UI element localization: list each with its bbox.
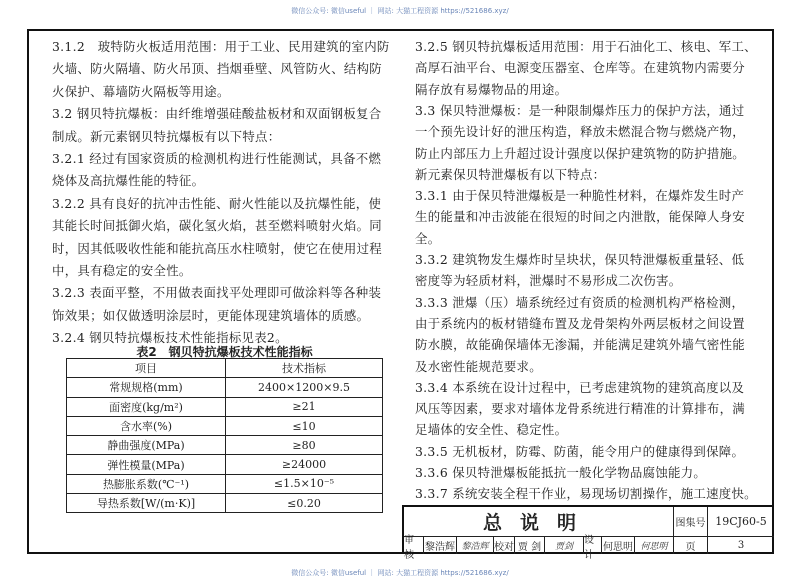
text-line: 3.2.1 经过有国家资质的检测机构进行性能测试，具备不燃 [52, 151, 382, 166]
text-line: 新元素保贝特泄爆板有以下特点： [415, 166, 606, 182]
item-name: 弹性模量(MPa) [67, 455, 226, 474]
item-name: 面密度(kg/m²) [67, 397, 226, 416]
item-name: 含水率(%) [67, 416, 226, 435]
design-label: 设计 [584, 537, 602, 554]
text-line: 3.3 保贝特泄爆板：是一种限制爆炸压力的保护方法，通过 [415, 102, 745, 118]
text-line: 3.3.7 系统安装全程干作业，易现场切割操作，施工速度快。 [415, 486, 757, 502]
text-line: 防水膜，故能确保墙体无渗漏，并能满足建筑外墙气密性能 [415, 337, 745, 353]
item-name: 常规规格(mm) [67, 378, 226, 397]
text-line: 3.2.4 钢贝特抗爆板技术性能指标见表2。 [52, 330, 288, 346]
table-row [67, 397, 383, 416]
table-row [67, 416, 383, 435]
spec-value: ≥80 [226, 436, 383, 455]
spec-value: ≤0.20 [226, 494, 383, 513]
text-line: 3.3.5 无机板材，防霉、防菌，能令用户的健康得到保障。 [415, 443, 745, 459]
performance-table [66, 358, 383, 513]
text-line: 一个预先设计好的泄压构造，释放未燃混合物与燃烧产物， [415, 124, 745, 140]
text-line: 3.3.3 泄爆（压）墙系统经过有资质的检测机构严格检测， [415, 294, 745, 310]
table-header-row [67, 359, 383, 378]
text-line: 隔存放有易爆物品的用途。 [415, 81, 568, 97]
atlas-number: 19CJ60-5 [708, 507, 774, 537]
reviewer-signature: 黎浩辉 [457, 537, 494, 554]
text-line: 高厚石油平台、电源变压器室、仓库等。在建筑物内需要分 [415, 60, 745, 76]
item-name: 导热系数[W/(m·K)] [67, 494, 226, 513]
text-line: 火墙、防火隔墙、防火吊顶、挡烟垂壁、风管防火、结构防 [52, 61, 382, 77]
text-line: 3.3.2 建筑物发生爆炸时呈块状，保贝特泄爆板重量轻、低 [415, 252, 745, 267]
designer-signature: 何思明 [635, 537, 674, 554]
text-line: 其能长时间抵御火焰，碳化氢火焰，甚至燃料喷射火焰。同 [52, 218, 382, 234]
spec-value: ≤1.5×10⁻⁵ [226, 474, 383, 493]
item-name: 静曲强度(MPa) [67, 436, 226, 455]
spec-value: ≥21 [226, 397, 383, 416]
header-spec: 技术指标 [226, 359, 383, 378]
text-line: 3.2.5 钢贝特抗爆板适用范围：用于石油化工、核电、军工、 [415, 39, 757, 54]
text-line: 3.1.2 玻特防火板适用范围：用于工业、民用建筑的室内防 [52, 39, 390, 54]
item-name: 热膨胀系数(℃⁻¹) [67, 474, 226, 493]
text-line: 火保护、幕墙防火隔板等用途。 [52, 83, 230, 99]
text-line: 3.3.4 本系统在设计过程中，已考虑建筑物的建筑高度以及 [415, 379, 745, 395]
watermark-top: 微信公众号: 微信useful ｜ 网站: 大猫工程资源 https://521686.xyz/ [291, 7, 509, 15]
page-number: 3 [737, 540, 745, 551]
review-label: 审核 [404, 537, 424, 554]
text-line: 全。 [415, 230, 441, 246]
text-line: 3.3.6 保贝特泄爆板能抵抗一般化学物品腐蚀能力。 [415, 465, 707, 480]
designer-name: 何思明 [602, 537, 635, 554]
text-line: 密度等为轻质材料，泄爆时不易形成二次伤害。 [415, 273, 682, 289]
spec-value: ≤10 [226, 416, 383, 435]
table-row [67, 436, 383, 455]
text-line: 由于系统内的板材错缝布置及龙骨架构外两层板材之间设置 [415, 315, 745, 331]
text-line: 3.2.3 表面平整，不用做表面找平处理即可做涂料等各种装 [52, 285, 382, 301]
page-label: 页 [674, 537, 708, 554]
watermark-bottom: 微信公众号: 微信useful ｜ 网站: 大猫工程资源 https://521686.xyz/ [291, 569, 509, 577]
table-title: 表2 钢贝特抗爆板技术性能指标 [136, 345, 313, 359]
text-line: 饰效果；如仅做透明涂层时，更能体现建筑墙体的质感。 [52, 307, 370, 323]
checker-signature: 贾剑 [545, 537, 584, 554]
text-line: 中，具有稳定的安全性。 [52, 263, 192, 278]
text-line: 足墙体的安全性、稳定性。 [415, 422, 568, 438]
checker-name: 贾 剑 [515, 537, 545, 554]
title-block [402, 505, 774, 561]
table-row [67, 474, 383, 493]
spec-value: ≥24000 [226, 455, 383, 474]
text-line: 风压等因素，要求对墙体龙骨系统进行精准的计算排布，满 [415, 401, 745, 417]
table-row [67, 494, 383, 513]
text-line: 3.2.2 具有良好的抗冲击性能、耐火性能以及抗爆性能，使 [52, 195, 382, 211]
text-line: 防止内部压力上升超过设计强度以保护建筑物的防护措施。 [415, 145, 745, 161]
reviewer-name: 黎浩辉 [424, 537, 457, 554]
atlas-label: 图集号 [674, 507, 708, 537]
text-line: 制成。新元素钢贝特抗爆板有以下特点： [52, 128, 281, 144]
table-row [67, 455, 383, 474]
text-line: 3.3.1 由于保贝特泄爆板是一种脆性材料，在爆炸发生时产 [415, 188, 745, 204]
text-line: 生的能量和冲击波能在很短的时间之内泄散，能保障人身安 [415, 209, 745, 225]
header-item: 项目 [67, 359, 226, 378]
text-line: 及水密性能规范要求。 [415, 358, 542, 374]
spec-value: 2400×1200×9.5 [226, 378, 383, 397]
table-row [67, 378, 383, 397]
check-label: 校对 [494, 537, 515, 554]
text-line: 烧体及高抗爆性能的特征。 [52, 173, 205, 189]
text-line: 时，因其低吸收性能和能抗高压水柱喷射，使它在使用过程 [52, 240, 382, 256]
drawing-title: 总说明 [404, 507, 674, 537]
text-line: 3.2 钢贝特抗爆板：由纤维增强硅酸盐板材和双面钢板复合 [52, 106, 382, 122]
